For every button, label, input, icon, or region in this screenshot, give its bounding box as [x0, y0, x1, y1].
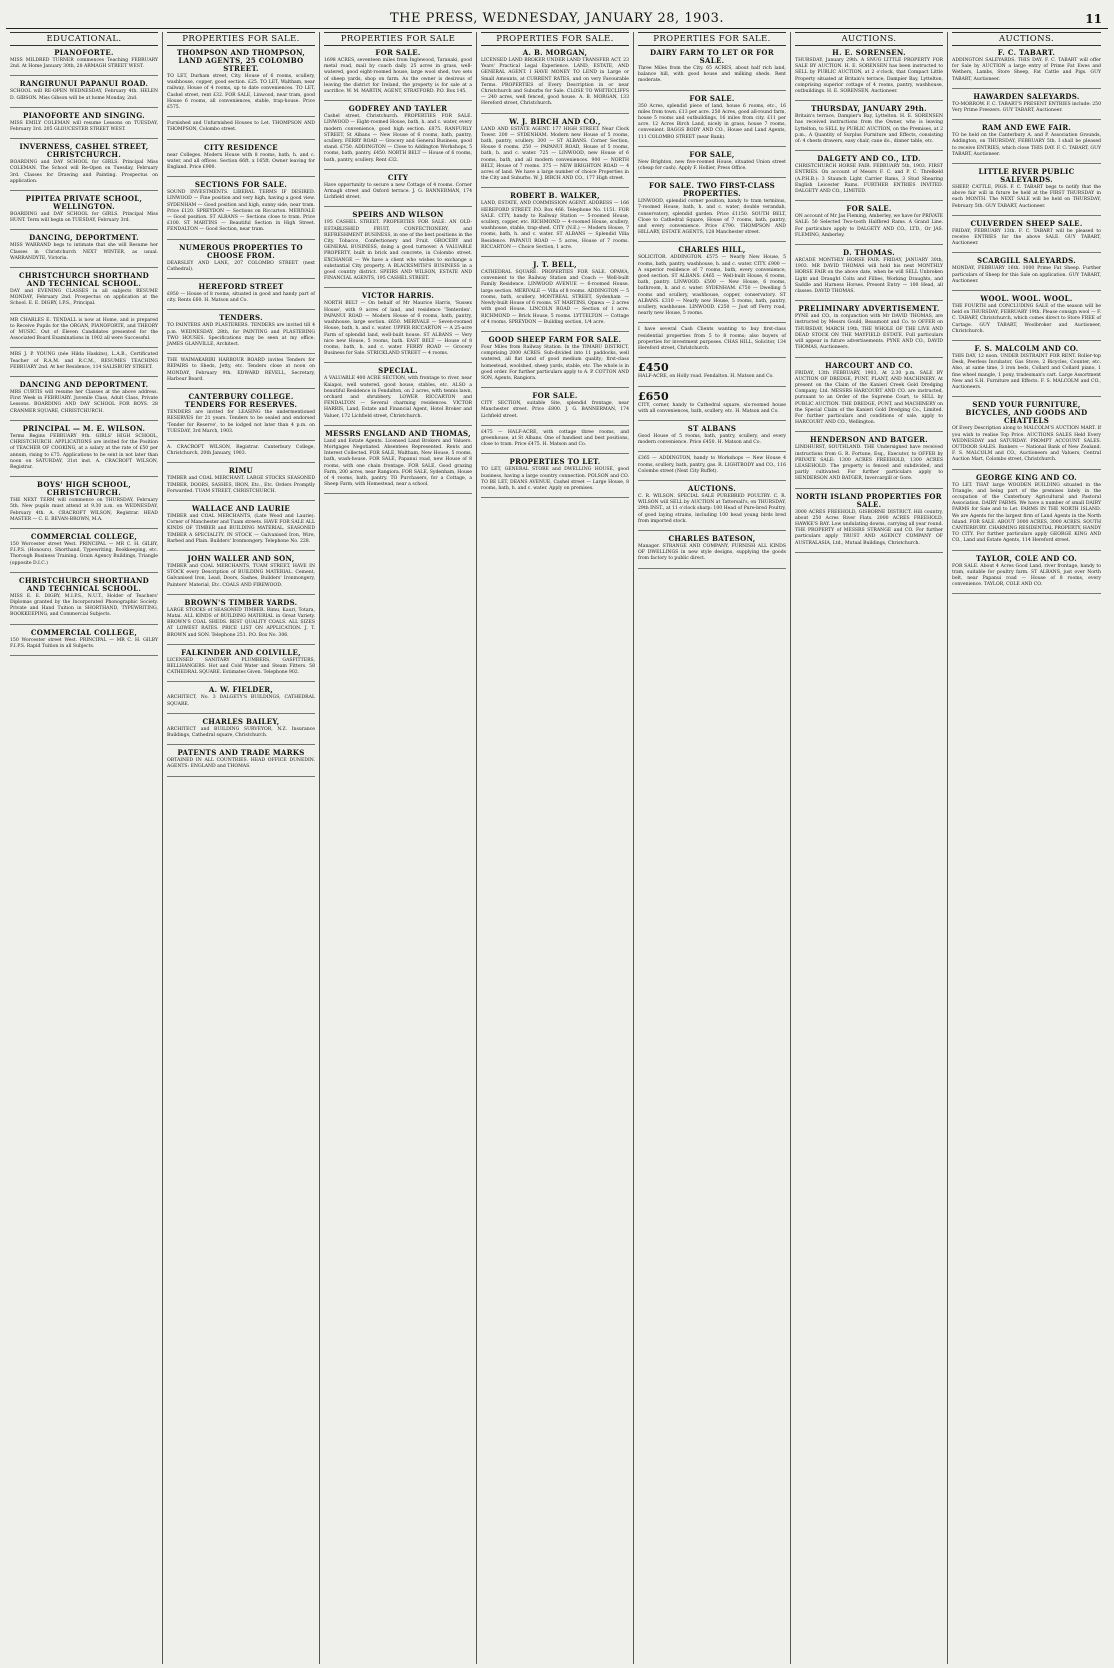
ad-text: ARCHITECT and BUILDING SURVEYOR, N.Z. Insurance Buildings, Cathedral square, Christchurch.: [167, 726, 315, 738]
advertisement: [952, 295, 1101, 341]
ad-text: TENDERS are invited for LEASING the undermentioned RESERVES for 21 years. Tenders to be sealed and endorsed 'Tender for Reserve', to be lodged not later than 4 p.m. on TUESDAY, 3rd March, 1903.: [167, 410, 315, 434]
advertisement: [952, 555, 1101, 595]
ad-heading: CHRISTCHURCH SHORTHAND AND TECHNICAL SCHOOL.: [18, 271, 150, 289]
ad-text: LICENSED LAND BROKER UNDER LAND TRANSFER ACT. 23 Years' Practical Legal Experience. LAND, ESTATE, AND GENERAL AGENT. I HAVE MONEY TO LEND in Large or Small Amounts, at CURRENT RATES, and on very Favourable Terms. PROPERTIES of Every Description in or near Christchurch and Suburbs for Sale. CLOSE TO WHITECLIFFS — 240 acres, well fenced, good house. A. B. MORGAN, 133 Hereford street, Christchurch.: [481, 58, 629, 107]
advertisement: [952, 49, 1101, 89]
column-heading: EDUCATIONAL.: [10, 32, 158, 46]
ad-heading: W. J. BIRCH AND CO.,: [509, 116, 601, 126]
ad-text: Good House of 5 rooms, bath, pantry, scullery, and every modern convenience. Price £450. H. Matson and Co.: [638, 433, 786, 446]
ad-heading: PRINCIPAL — M. E. WILSON.: [22, 423, 146, 433]
advertisement: [952, 474, 1101, 551]
advertisement: [10, 533, 158, 573]
ad-heading: DANCING AND DEPORTMENT.: [19, 380, 149, 390]
ad-heading: NORTH ISLAND PROPERTIES FOR SALE.: [796, 491, 942, 509]
advertisement: [167, 505, 315, 551]
advertisement: [167, 718, 315, 745]
advertisement: [167, 445, 315, 463]
column-6: [791, 32, 948, 1664]
ad-heading: WOOL. WOOL. WOOL.: [980, 294, 1073, 304]
advertisement: [481, 392, 629, 426]
ad-heading: HEREFORD STREET: [198, 282, 284, 292]
ad-heading: H. E. SORENSEN.: [832, 48, 906, 57]
ad-heading: PATENTS AND TRADE MARKS: [177, 748, 305, 758]
ad-text: THE FOURTH and CONCLUDING SALE of the season will be held on THURSDAY, FEBRUARY 19th. Please consign wool — F. C. TABART, Christchurch, which comes direct to Store FREE of Cartage. GUY TABART, Woolbroker and Auctioneer, Christchurch.: [952, 304, 1101, 334]
ad-text: SOLICITOR. ADDINGTON. £575 — Nearly New House, 5 rooms, bath, pantry, washhouse, h. and c. water. CITY. £900 — A superior residence of 7 rooms, bath, every convenience, good section. ST ALBANS. £465 — Well-built House, 6 rooms, bath, pantry. LINWOOD. £500 — New House, 6 rooms, bathroom, h. and c. water. SYDENHAM. £750 — Dwelling 5 rooms and scullery, washhouse, copper, conservatory. ST ALBANS. £310 — Nearly new House, 5 rooms, bath, pantry, scullery, washhouse. LINWOOD. £250 — Just off Ferry road, nearly new House, 5 rooms.: [638, 255, 786, 317]
ad-heading: THOMPSON AND THOMPSON, LAND AGENTS, 25 COLOMBO STREET.: [176, 48, 306, 73]
advertisement: [324, 430, 472, 495]
advertisement: [10, 629, 158, 656]
ad-text: Have opportunity to secure a new Cottage of 4 rooms. Corner Armagh street and Oxford terrace. J. G. BANNERMAN, 174 Lichfield street.: [324, 182, 472, 201]
ad-heading: CHRISTCHURCH SHORTHAND AND TECHNICAL SCHOOL.: [18, 575, 150, 593]
advertisement: [952, 168, 1101, 216]
ad-text: £950 — House of 8 rooms, situated in good and handy part of city. Rents £60. H. Matson and Co.: [167, 292, 315, 304]
ad-heading: COMMERCIAL COLLEGE,: [30, 627, 138, 637]
ad-text: TIMBER and COAL MERCHANTS, TUAM STREET, HAVE IN STOCK every Description of BUILDING MATERIAL. Cement, Galvanised Iron, Lead, Doors, Sashes, Builders' Ironmongery, Painters' Material, Etc. COALS AND FIREWOOD.: [167, 563, 315, 588]
ad-heading: £450: [638, 361, 669, 375]
ad-heading: GOOD SHEEP FARM FOR SALE.: [488, 334, 622, 344]
column-body: [952, 49, 1101, 594]
ad-text: C. R. WILSON. SPECIAL SALE PUREBRED POULTRY. C. R. WILSON will SELL by AUCTION at Tattersall's, on THURSDAY, 29th INST., at 11 o'clock sharp: 100 Head of Pure-bred Poultry, of good laying strains, including 100 head young birds bred from imported stock.: [638, 493, 786, 524]
ad-text: BOARDING and DAY SCHOOL for GIRLS. Principal Miss COLEMAN. The School will Re-Open on Tuesday, February 3rd. Classes for Drawing and Painting. Prospectus on application.: [10, 160, 158, 184]
advertisement: [638, 327, 786, 358]
ad-text: THE WAIMAKARIRI HARBOUR BOARD invites Tenders for REPAIRS to Sheds, Jetty, etc. Tenders close at noon on MONDAY, February 9th. EDWARD REVELL, Secretary, Harbour Board.: [167, 358, 315, 382]
advertisement: [481, 430, 629, 455]
ad-text: Britain's terrace, Dampier's Bay, Lyttelton. H. E. SORENSEN has received instructions from the Owner, who is leaving Lyttelton, to SELL by PUBLIC AUCTION, on the Premises, at 2 p.m., A Quantity of Surplus Furniture and Effects, consisting of: 4 chests drawers, easy chair, cane do., dinner table, etc.: [795, 114, 943, 145]
ad-text: CATHEDRAL SQUARE. PROPERTIES FOR SALE. OPAWA, convenient to the Railway Station and Coach — Well-built Family Residence. LINWOOD AVENUE — 6-roomed House, large section. MERIVALE — Villa of 8 rooms. ADDINGTON — 5 rooms, bath, scullery. MONTREAL STREET, Sydenham — Newly-built House of 6 rooms. ST MARTINS, Opawa — 2 acres with good House. LINCOLN ROAD — Section of 1 acre. RICHMOND — Brick House, 5 rooms. LYTTELTON — Cottage of 4 rooms. SPREYDON — Building section, 1/4 acre.: [481, 270, 629, 325]
ad-heading: DALGETY AND CO., LTD.: [817, 154, 921, 164]
advertisement: [638, 95, 786, 147]
advertisement: [638, 151, 786, 178]
ad-text: Cashel street, Christchurch. PROPERTIES FOR SALE. LINWOOD — Eight-roomed House, bath, h. and c. water, every modern convenience, good high section. £875. RANFURLY STREET, St Albans — New House of 6 rooms, bath, pantry, scullery. FERRY ROAD — Grocery and General Business, good stand. £750. ADDINGTON — Close to Addington Workshops, 5 rooms, bath, pantry. £450. NORTH BELT — House of 6 rooms, bath, pantry, scullery. Rent £32.: [324, 114, 472, 163]
ad-text: 1698 ACRES, seventeen miles from Inglewood, Taranaki, good metal road, mail by coach daily. 25 acres in grass, well-watered, good eight-roomed house, large wool shed, two sets of sheep yards, shop on farm. As the owner is desirous of leaving the district for Ireland, the property is for sale at a sacrifice. W. M. MARTIN, AGENT, STRATFORD. P.O. Box 145.: [324, 58, 472, 95]
column-7: [948, 32, 1105, 1664]
ad-text: LINDHURST, SOUTHLAND. THE Undersigned have received instructions from G. R. Fortune, Esq., Executor, to OFFER by PRIVATE SALE: 1300 ACRES FREEHOLD, 1300 ACRES LEASEHOLD. The property is fenced and subdivided, and partly cultivated. For further particulars apply to HENDERSON AND BATGER, Invercargill or Gore.: [795, 445, 943, 482]
ad-heading: HARCOURT AND CO.: [825, 360, 913, 370]
ad-text: 195 CASHEL STREET. PROPERTIES FOR SALE. AN OLD-ESTABLISHED FRUIT, CONFECTIONERY, and REFRESHMENT BUSINESS, in one of the best positions in the City. Tobacco, Confectionery and Fruit. GROCERY and GENERAL BUSINESS, doing a good turnover. A VALUABLE PROPERTY, built in brick and concrete, in Colombo street. EXCHANGE — We have a client who wishes to exchange a substantial City property. A BLACKSMITH'S BUSINESS in a good country district. SPEIRS AND WILSON, ESTATE AND FINANCIAL AGENTS, 195 CASHEL STREET.: [324, 220, 472, 282]
ad-text: TO LET. THAT large WOODEN BUILDING situated in the Triangle, and being part of the premises lately in the occupation of the Canterbury Agricultural and Pastoral Association. DAIRY FARMS. We have a number of small DAIRY FARMS for Sale and to Let. FARMS IN THE NORTH ISLAND. We are Agents for the largest firm of Land Agents in the North Island. FOR SALE. ABOUT 3000 ACRES, 3000 ACRES. SOUTH CANTERBURY. CHARMING RESIDENTIAL PROPERTY, HANDY TO CITY. For further particulars apply GEORGE KING AND CO., Land and Estate Agents, 114 Hereford street.: [952, 482, 1101, 544]
advertisement: [10, 143, 158, 191]
ad-text: 350 Acres, splendid piece of land, house 6 rooms, etc., 16 miles from town. £13 per acre. 250 Acres, good all-round farm, house 5 rooms and outbuildings, 16 miles from city. £11 per acre. 12 Acres Birch Land, nicely in grass, house 7 rooms, convenient. BAGGS BODY AND CO., House and Land Agents, 111 COLOMBO STREET (near Bank).: [638, 103, 786, 140]
ad-text: Of Every Description along to MALCOLM'S AUCTION MART. If you wish to realise Top Price. AUCTIONS SALES Held Every WEDNESDAY and SATURDAY. PROMPT ACCOUNT SALES. OUTDOOR SALES. Bankers — National Bank of New Zealand. F. S. MALCOLM and CO., Auctioneers and Valuers, Central Auction Mart, Colombo street, Christchurch.: [952, 426, 1101, 463]
advertisement: [795, 305, 943, 357]
ad-heading: FOR SALE.: [846, 204, 892, 214]
masthead-title: THE PRESS, WEDNESDAY, JANUARY 28, 1903.: [389, 11, 725, 26]
ad-heading: HENDERSON AND BATGER.: [810, 435, 928, 445]
advertisement: [167, 144, 315, 178]
ad-heading: DAIRY FARM TO LET OR FOR SALE.: [650, 48, 774, 65]
advertisement: [638, 425, 786, 452]
ad-text: FRIDAY, 13th FEBRUARY, 1903, At 2.30 p.m. SALE BY AUCTION OF DREDGE, PUNT, PLANT, AND MACHINERY. At present on the Claim of the Kanieri Creek Gold Dredging Company, Ltd. MESSRS HARCOURT AND CO. are instructed, pursuant to an Order of the Supreme Court, to SELL by PUBLIC AUCTION. THE DREDGE, PUNT, and MACHINERY on the Special Claim of the Kanieri Gold Dredging Co., Limited. For further particulars and conditions of sale, apply to HARCOURT AND CO., Wellington.: [795, 370, 943, 426]
ad-heading: GODFREY AND TAYLER: [348, 104, 448, 114]
ad-heading: DANCING, DEPORTMENT.: [29, 233, 139, 243]
ad-text: MISS EMILY COLEMAN will resume Lessons on TUESDAY, February 3rd. 205 GLOUCESTER STREET WEST.: [10, 120, 158, 133]
ad-text: THIS DAY, 12 noon. UNDER DISTRAINT FOR RENT. Roller-top Desk, Peerless Incubator, Gas Stove, 2 Bicycles, Counter, etc. Also, at same time, 3 iron beds, Collard and Collard piano, 1 fine wheel mangle, 1 pony, tradesman's cart. Large Assortment New and S.H. Furniture and Effects. F. S. MALCOLM and CO., Auctioneers.: [952, 354, 1101, 391]
ad-heading: CULVERDEN SHEEP SALE.: [970, 218, 1083, 228]
advertisement: [638, 362, 786, 386]
advertisement: [324, 367, 472, 425]
advertisement: [952, 93, 1101, 120]
page-number: 11: [1085, 12, 1102, 26]
advertisement: [10, 352, 158, 377]
advertisement: [795, 493, 943, 553]
advertisement: [324, 105, 472, 170]
advertisement: [481, 261, 629, 332]
ad-heading: PROPERTIES TO LET.: [509, 457, 601, 467]
ad-text: New Brighton, new five-roomed House, situated Union street (cheap for cash). Apply F. Hollier, Press Office.: [638, 159, 786, 172]
ad-heading: RIMU: [228, 466, 254, 476]
advertisement: [795, 249, 943, 301]
ad-text: FRIDAY, FEBRUARY 13th. F. C. TABART will be pleased to receive ENTRIES for the above SALE. GUY TABART, Auctioneer.: [952, 228, 1101, 247]
ad-heading: AUCTIONS.: [687, 483, 737, 493]
ad-heading: £650: [638, 389, 669, 403]
ad-heading: SPEIRS AND WILSON: [352, 210, 444, 220]
ad-text: LINWOOD, splendid corner position, handy to tram terminus, 7-roomed House, bath, h. and c. water, double verandah, conservatory, splendid garden. Price £1150. SOUTH BELT, Close to Cathedral Square, House of 7 rooms, bath, pantry, and every convenience. Price £790. THOMPSON AND HILLARY, ESTATE AGENTS, 128 Manchester street.: [638, 199, 786, 236]
ad-heading: CHARLES BAILEY,: [202, 716, 280, 726]
column-4: [477, 32, 634, 1664]
advertisement: [638, 456, 786, 481]
advertisement: [167, 181, 315, 239]
ad-heading: SCARGILL SALEYARDS.: [977, 256, 1076, 266]
advertisement: [638, 391, 786, 421]
ad-text: TO-MORROW. F. C. TABART'S PRESENT ENTRIES include: 250 Very Prime Freezers. GUY TABART, Auctioneer.: [952, 101, 1101, 114]
ad-text: DAY and EVENING CLASSES in all subjects RESUME MONDAY, February 2nd. Prospectus on application at the School. E. E. DIGBY, I.P.S., Principal.: [10, 289, 158, 307]
ad-text: THE NEXT TERM will commence on THURSDAY, February 5th. New pupils must attend at 9.30 a.m. on WEDNESDAY, February 4th. A. CRACROFT WILSON, Registrar. HEAD MASTER — C. E. BEVAN-BROWN, M.A.: [10, 498, 158, 522]
ad-text: TO LET, GENERAL STORE and DWELLING HOUSE, good business, having a large country connection. POLSON and CO. TO BE LET, DEANS AVENUE, Cashel street — Large House, 8 rooms, bath, h. and c. water. Apply on premises.: [481, 467, 629, 491]
ad-heading: D. THOMAS.: [842, 248, 896, 258]
advertisement: [167, 283, 315, 310]
ad-heading: JOHN WALLER AND SON,: [187, 553, 295, 563]
advertisement: [638, 485, 786, 531]
advertisement: [10, 318, 158, 349]
advertisement: [795, 362, 943, 433]
ad-heading: J. T. BELL,: [533, 260, 577, 270]
ad-text: CHRISTCHURCH HORSE FAIR. FEBRUARY 5th, 1903. FIRST ENTRIES. On account of Messrs F. C. and P. C. Threlkeld (A.P.H.B.): 3 Staunch Light Carrier Rams, 3 Stud Shearing English Leicester Rams. FURTHER ENTRIES INVITED. DALGETY AND CO., LIMITED.: [795, 164, 943, 195]
advertisement: [10, 425, 158, 477]
ad-text: £365 — ADDINGTON, handy to Workshops — New House 4 rooms, scullery, bath, pantry, gas. R. LIGHTBODY and CO., 116 Colombo street (Next City Buffet).: [638, 456, 786, 474]
ad-heading: SPECIAL.: [378, 366, 418, 376]
ad-text: SHEEP, CATTLE, PIGS. F. C. TABART begs to notify that the above fair will in future be held at the FIRST THURSDAY in each MONTH. The NEXT SALE will be held on THURSDAY, February 5th. GUY TABART, Auctioneer.: [952, 185, 1101, 209]
ad-text: LICENSED SANITARY PLUMBERS, GASFITTERS, BELLHANGERS. Hot and Cold Water and Steam Fitters. 58 CATHEDRAL SQUARE. Estimates Given. Telephone 902.: [167, 657, 315, 676]
ad-heading: FOR SALE.: [532, 391, 578, 401]
ad-heading: CITY RESIDENCE: [204, 142, 278, 152]
advertisement: [638, 49, 786, 91]
advertisement: [952, 220, 1101, 254]
advertisement: [638, 246, 786, 323]
ad-text: DEARSLEY AND LANE, 207 COLOMBO STREET (next Cathedral).: [167, 260, 315, 272]
ad-heading: BOYS' HIGH SCHOOL, CHRISTCHURCH.: [37, 480, 131, 498]
ad-text: I have several Cash Clients wanting to buy first-class residential properties from 5 to 8 rooms; also buyers of properties for investment purposes. CHAS HILL, Solicitor, 134 Hereford street, Christchurch.: [638, 327, 786, 352]
ad-heading: GEORGE KING AND CO.: [976, 472, 1077, 482]
advertisement: [10, 577, 158, 625]
column-3: [320, 32, 477, 1664]
ad-text: TIMBER and COAL MERCHANTS, (Late Wood and Laurie). Corner of Manchester and Tuam streets. HAVE FOR SALE ALL KINDS OF TIMBER and BUILDING MATERIAL. SEASONED TIMBER A SPECIALITY. IN STOCK — Galvanised Iron, Wire, Barbed and Plain. Builders' Ironmongery. Telephone No. 228.: [167, 513, 315, 544]
advertisement: [795, 49, 943, 101]
ad-heading: ST ALBANS: [687, 423, 737, 433]
advertisement: [481, 336, 629, 388]
advertisement: [638, 182, 786, 242]
column-heading: PROPERTIES FOR SALE.: [638, 32, 786, 46]
ad-text: ARCHITECT, No. 3 DALGETY'S BUILDINGS, CATHEDRAL SQUARE.: [167, 695, 315, 707]
ad-text: 150 Worcester street West. PRINCIPAL — MR C. H. GILBY F.I.P.S. Rapid Tuition in all Subjects.: [10, 637, 158, 649]
ad-text: HALF-ACRE, on Holly road. Fendalton. H. Matson and Co.: [638, 374, 774, 380]
advertisement: [167, 749, 315, 776]
advertisement: [10, 234, 158, 268]
ad-text: near Colleges. Modern House with 8 rooms, bath, h. and c. water, and all offices. Section 66ft. x 165ft. Owner leaving for England. Price £900.: [167, 152, 315, 171]
ad-text: TO be held on the Canterbury A. and P. Association Grounds, Addington, on THURSDAY, FEBRUARY 5th. I shall be pleased to receive ENTRIES, which close THIS DAY. F. C. TABART, GUY TABART, Auctioneer.: [952, 133, 1101, 157]
ad-heading: A. B. MORGAN,: [522, 48, 588, 57]
ad-text: TO PAINTERS AND PLASTERERS. TENDERS are invited till 4 p.m. WEDNESDAY, 28th, for PAINTING and PLASTERING TWO HOUSES. Specifications may be seen at my office. JAMES GLANVILLE, Architect.: [167, 323, 315, 348]
ad-heading: PRELIMINARY ADVERTISEMENT.: [798, 304, 940, 314]
ad-heading: CHARLES HILL,: [678, 245, 746, 255]
column-1: [6, 32, 163, 1664]
ad-text: MRS CURTIS will resume her Classes at the above address. First Week in FEBRUARY. Juvenile Class, Adult Class, Private Lessons. BOARDING AND DAY SCHOOL FOR BOYS. 28 CRANMER SQUARE, CHRISTCHURCH.: [10, 390, 158, 414]
ad-text: MISS WARRAND begs to intimate that she will Resume her Classes in Christchurch NEXT WINTER, as usual. WARRANDYTE, Victoria.: [10, 243, 158, 261]
ad-heading: BROWN'S TIMBER YARDS.: [184, 597, 298, 607]
column-heading: PROPERTIES FOR SALE.: [167, 32, 315, 46]
ad-text: SCHOOL will RE-OPEN WEDNESDAY, February 4th. HELEN D. GIBSON. Miss Gibson will be at home Monday, 2nd.: [10, 89, 158, 101]
advertisement: [10, 381, 158, 421]
advertisement: [795, 436, 943, 488]
ad-heading: FOR SALE.: [689, 93, 735, 103]
advertisement: [167, 555, 315, 595]
column-body: [481, 49, 629, 498]
ad-text: LAND, ESTATE, AND COMMISSION AGENT. ADDRESS — 166 HEREFORD STREET. P.O. Box 466. Telephone No. 1151. FOR SALE. CITY, handy to Railway Station — 5-roomed House, scullery, copper, etc. RICHMOND — 4-roomed House, scullery, washhouse, stable, trap-shed. CITY (N.E.) — Modern House, 7 rooms, bath, h. and c. water. ST ALBANS — Splendid Villa Residence. PAPANUI ROAD — 5 acres, House of 7 rooms. RICCARTON — Choice Section, 1 acre.: [481, 201, 629, 250]
masthead: [6, 4, 1108, 29]
ad-text: CITY, corner, handy to Cathedral square, six-roomed house with all conveniences, bath, scullery, etc. H. Matson and Co.: [638, 402, 786, 414]
column-heading: PROPERTIES FOR SALE.: [481, 32, 629, 46]
advertisement: [167, 686, 315, 713]
column-heading: AUCTIONS.: [952, 32, 1101, 46]
ad-text: MONDAY, FEBRUARY 16th. 1000 Prime Fat Sheep. Further particulars of Sheep for this Sale on application. GUY TABART, Auctioneer.: [952, 266, 1101, 284]
ad-heading: FALKINDER AND COLVILLE,: [181, 647, 301, 657]
ad-heading: COMMERCIAL COLLEGE,: [30, 531, 138, 541]
ad-heading: CANTERBURY COLLEGE. TENDERS FOR RESERVES.: [184, 392, 298, 410]
ad-heading: THURSDAY, JANUARY 29th.: [811, 104, 927, 114]
ad-heading: CHARLES BATESON,: [668, 533, 756, 543]
ad-text: 150 Worcester street West. PRINCIPAL — MR C. H. GILBY, F.I.P.S. (Honours). Shorthand, Typewriting, Bookkeeping, etc. Thorough Business Training. Grain Agency Buildings, Triangle (opposite D.I.C.): [10, 541, 158, 566]
ad-heading: FOR SALE. TWO FIRST-CLASS PROPERTIES.: [649, 181, 775, 199]
advertisement: [795, 205, 943, 245]
ad-text: Manager. STRANGE AND COMPANY, FURNISH ALL KINDS OF DWELLINGS in new style designs, supplying the goods from factory to public direct.: [638, 543, 786, 562]
ad-text: SOUND INVESTMENTS. LIBERAL TERMS IF DESIRED. LINWOOD — Fine position and very high, having a good view. SYDENHAM — Good position and high, sunny side, near tram. Price £120. SPREYDON — Sections on Riccarton. MERIVALE — Good position. ST ALBANS — Sections close to tram. Price £100. ST MARTINS — Beautiful Section in High Street. FENDALTON — Good Section, near tram.: [167, 190, 315, 233]
advertisement: [481, 458, 629, 498]
ad-text: A VALUABLE 400 ACRE SECTION, with frontage to river, near Kaiapoi, well watered, good house, stables, etc. ALSO a beautiful Residence in Fendalton, on 2 acres, with tennis lawn, orchard and shrubbery. LOWER RICCARTON and FENDALTON — Several charming residences. VICTOR HARRIS, Land, Estate and Financial Agent, Hotel Broker and Valuer, 172 Lichfield street, Christchurch.: [324, 376, 472, 419]
ad-heading: SECTIONS FOR SALE.: [194, 180, 288, 190]
advertisement: [952, 257, 1101, 291]
advertisement: [795, 105, 943, 151]
column-body: [167, 49, 315, 777]
ad-heading: TENDERS.: [219, 313, 263, 323]
ad-text: MRS J. P. YOUNG (née Hilda Haskins), L.A.B., Certificated Teacher of R.A.M. and R.C.M., RESUMES TEACHING FEBRUARY 2nd. At her Residence, 114 SALISBURY STREET.: [10, 352, 158, 370]
advertisement: [167, 393, 315, 441]
advertisement: [481, 49, 629, 114]
ad-heading: F. S. MALCOLM AND CO.: [974, 344, 1079, 354]
ad-text: BOARDING and DAY SCHOOL for GIRLS. Principal Miss HUNT. Term will begin on TUESDAY, February 3rd.: [10, 212, 158, 224]
ad-text: THURSDAY, January 29th. A SNUG LITTLE PROPERTY FOR SALE BY AUCTION. H. E. SORENSEN has been instructed to SELL by PUBLIC AUCTION, at 2 o'clock, that Compact Little Property situated at Britain's terrace, Dampier Bay, Lyttelton, comprising superior cottage of 4 rooms, pantry, washhouse, outbuildings. H. E. SORENSEN, Auctioneer.: [795, 58, 943, 95]
ad-text: TIMBER and COAL MERCHANT. LARGE STOCKS SEASONED TIMBER, DOORS, SASHES, IRON, Etc., Etc. Orders Promptly Forwarded. TUAM STREET, CHRISTCHURCH.: [167, 476, 315, 494]
advertisement: [952, 401, 1101, 469]
ad-heading: RANGIRUNUI PAPANUI ROAD.: [19, 79, 149, 89]
ad-heading: MESSRS ENGLAND AND THOMAS,: [325, 428, 471, 438]
ad-heading: PIANOFORTE AND SINGING.: [23, 110, 145, 120]
column-body: [638, 49, 786, 569]
ad-text: LARGE STOCKS of SEASONED TIMBER. Rimu, Kauri, Totara, Matai. ALL KINDS of BUILDING MATERIAL in Great Variety. BROWN'S COAL SHEDS. BEST QUALITY COALS. ALL SIZES AT LOWEST RATES. PRICE LIST ON APPLICATION. J. T. BROWN and SON. Telephone 251. P.O. Box No. 306.: [167, 607, 315, 638]
ad-heading: PIANOFORTE.: [54, 48, 114, 57]
column-2: [163, 32, 320, 1664]
advertisement: [10, 112, 158, 139]
advertisement: [10, 272, 158, 314]
advertisement: [10, 49, 158, 76]
ad-text: OBTAINED IN ALL COUNTRIES. HEAD OFFICE DUNEDIN. AGENTS: ENGLAND and THOMAS.: [167, 758, 315, 770]
columns-container: [6, 32, 1108, 1664]
ad-text: A. CRACROFT WILSON, Registrar. Canterbury College, Christchurch, 20th January, 1903.: [167, 444, 315, 457]
advertisement: [167, 244, 315, 279]
ad-text: ON account of Mr Jas Fleming, Amberley, we have for PRIVATE SALE: 50 Selected Two-tooth Halfbred Rams. A Grand Line. For particulars apply to DALGETY AND CO., LTD., Or JAS. FLEMING, Amberley.: [795, 214, 944, 238]
advertisement: [167, 649, 315, 683]
column-body: [324, 49, 472, 494]
ad-heading: PIPITEA PRIVATE SCHOOL, WELLINGTON.: [25, 194, 143, 212]
advertisement: [481, 192, 629, 257]
ad-heading: LITTLE RIVER PUBLIC SALEYARDS.: [978, 167, 1075, 185]
ad-heading: HAWARDEN SALEYARDS.: [973, 91, 1080, 101]
ad-text: CITY SECTION, suitable Site, splendid frontage, near Manchester street. Price £800. J. G. BANNERMAN, 174 Lichfield street.: [481, 401, 629, 419]
ad-text: Terms Begins FEBRUARY 9th. GIRLS' HIGH SCHOOL, CHRISTCHURCH. APPLICATIONS are invited for the Position of TEACHER OF COOKING, at a salary at the rate of £50 per annum, rising to £75. Applications to be sent in not later than noon on SATURDAY, 31st inst. A. CRACROFT WILSON, Registrar.: [10, 433, 158, 470]
ad-text: FOR SALE. About 4 Acres Good Land, river frontage, handy to tram, suitable for poultry farm. ST ALBANS, just over North belt, near Papanui road — House of 8 rooms, every convenience. TAYLOR, COLE AND CO.: [952, 563, 1101, 588]
ad-heading: WALLACE AND LAURIE: [191, 503, 291, 513]
advertisement: [952, 124, 1101, 164]
advertisement: [10, 195, 158, 230]
ad-text: MISS E. E. DIGBY, M.I.P.S., N.U.T., Holder of Teachers' Diplomas granted by the Incorporated Phonographic Society. Private and Hand Tuition in SHORTHAND, TYPEWRITING, BOOKKEEPING, and Commercial Subjects.: [10, 593, 158, 618]
ad-text: Land and Estate Agents. Licensed Land Brokers and Valuers. Mortgages Negotiated. Absentees Represented. Rents and Interest Collected. FOR SALE, Waltham, New House, 5 rooms, bath, wash-house. FOR SALE, Papanui road, new House of 8 rooms, with one chain frontage. FOR SALE, Good grazing Farm, 200 acres, near Rangiora. FOR SALE, Sydenham, House of 4 rooms, bath, pantry. TO Purchasers, for a Cottage, a Sheep Farm, with Homestead, near a school.: [324, 438, 472, 488]
ad-text: Three Miles from the City. 65 ACRES, about half rich land, balance hill, with good house and milking sheds. Rent moderate.: [638, 66, 786, 84]
ad-text: Four Miles from Railway Station. In the TIMARU DISTRICT, comprising 2000 ACRES. Sub-divided into 11 paddocks, well watered, all flat land of good medium quality; first-class homestead, woolshed, sheep yards, stable, etc. The whole is in good order. For further particulars apply to A. P. COTTON AND SON, Agents, Rangiora.: [481, 344, 629, 381]
ad-heading: FOR SALE.: [375, 48, 421, 57]
ad-text: ADDINGTON SALEYARDS. THIS DAY. F. C. TABART will offer for Sale by AUCTION a large entry of Prime Fat Ewes and Wethers, Lambs, Store Sheep, Fat Cattle and Pigs. GUY TABART, Auctioneer.: [952, 58, 1101, 82]
ad-text: ARCADE MONTHLY HORSE FAIR. FRIDAY, JANUARY 30th, 1903. MR DAVID THOMAS will hold his next MONTHLY HORSE FAIR on the above date, when he will SELL Unbroken Light and Draught Colts and Fillies, Working Draughts, and Saddle and Harness Horses. Present Entry — 100 Head, all classes. DAVID THOMAS.: [795, 258, 943, 295]
advertisement: [167, 467, 315, 501]
ad-text: TO LET, Durham street, City. House of 6 rooms, scullery, washhouse, copper, good section. £25. TO LET, Waltham, near railway, House of 4 rooms, up to date conveniences. TO LET, Cashel street, rent £32. FOR SALE, Linwood, near tram, good House 6 rooms, all conveniences, stable, trap-house. Price £575.: [167, 74, 315, 111]
ad-heading: VICTOR HARRIS.: [361, 291, 435, 301]
advertisement: [324, 211, 472, 288]
advertisement: [952, 345, 1101, 397]
ad-text: MISS MILDRED TURNER commences Teaching FEBRUARY 2nd. At Home January 30th, 28 ARMAGH STREET WEST.: [10, 58, 158, 70]
column-5: [634, 32, 791, 1664]
ad-heading: CITY: [387, 172, 409, 182]
ad-heading: TAYLOR, COLE AND CO.: [975, 553, 1077, 563]
column-body: [795, 49, 943, 553]
advertisement: [167, 121, 315, 139]
ad-heading: FOR SALE,: [689, 149, 735, 159]
advertisement: [167, 314, 315, 354]
advertisement: [481, 118, 629, 189]
ad-text: PYNE and CO., in conjunction with Mr DAVID THOMAS, are instructed by Messrs Gould, Beaumont and Co. to OFFER on THURSDAY, MARCH 19th, THE WHOLE OF THE LIVE AND DEAD STOCK ON THE MAYFIELD ESTATE. Full particulars will appear in future advertisements. PYNE AND CO., DAVID THOMAS, Auctioneers.: [795, 314, 943, 351]
ad-text: £475 — HALF-ACRE, with cottage three rooms, and greenhouse, at St Albans. One of handiest and best positions, close to tram. Price £475. H. Matson and Co.: [481, 429, 629, 448]
ad-text: 3000 ACRES FREEHOLD, GISBORNE DISTRICT. Hill country, about 250 Acres River Flats. 2000 ACRES FREEHOLD, HAWKE'S BAY. Low undulating downs, carrying all year round. THE PROPERTY of MESSRS STRANGE and CO. For further particulars apply TRUST AND AGENCY COMPANY OF AUSTRALASIA, Ltd., Mutual Buildings, Christchurch.: [795, 509, 943, 546]
advertisement: [167, 358, 315, 389]
column-body: [10, 49, 158, 656]
advertisement: [324, 49, 472, 101]
ad-heading: NUMEROUS PROPERTIES TO CHOOSE FROM.: [179, 242, 303, 260]
advertisement: [167, 599, 315, 645]
ad-heading: INVERNESS, CASHEL STREET, CHRISTCHURCH.: [19, 142, 149, 160]
column-heading: AUCTIONS.: [795, 32, 943, 46]
advertisement: [795, 155, 943, 201]
ad-heading: A. W. FIELDER,: [208, 685, 274, 695]
ad-text: NORTH BELT — On behalf of Mr Maurice Harris, 'Sussex House', with 9 acres of land, and residence 'Tenterden'. PAPANUI ROAD — Modern House of 6 rooms, bath, pantry, washhouse, large section. £650. MERIVALE — Seven-roomed House, bath, h. and c. water. UPPER RICCARTON — A 25-acre Farm of splendid land, well-built house. ST ALBANS — Very nice new House, 5 rooms, bath. EAST BELT — House of 8 rooms, bath, h. and c. water. FERRY ROAD — Grocery Business for Sale. STRICKLAND STREET — 4 rooms.: [324, 301, 472, 357]
advertisement: [324, 174, 472, 208]
ad-heading: F. C. TABART.: [997, 48, 1056, 57]
column-heading: PROPERTIES FOR SALE: [324, 32, 472, 46]
ad-heading: SEND YOUR FURNITURE, BICYCLES, AND GOODS AND CHATTELS: [965, 400, 1088, 426]
ad-text: LAND AND ESTATE AGENT. 177 HIGH STREET. Near Clock Tower. 200 — SYDENHAM. Modern new House of 5 rooms, bath, pantry, scullery. 300 — ST ALBANS. Corner Section, House 6 rooms. 250 — PAPANUI ROAD, House of 5 rooms, bath, h. and c. water. 725 — LINWOOD, new House of 6 rooms, bath, and all modern conveniences. 900 — NORTH BELT, House of 7 rooms. 375 — NEW BRIGHTON ROAD — 4 acres of land. We have a large number of choice Properties in the City and Suburbs. W. J. BIRCH AND CO., 177 High street.: [481, 126, 629, 182]
advertisement: [10, 80, 158, 107]
advertisement: [638, 535, 786, 569]
ad-heading: RAM AND EWE FAIR.: [981, 123, 1072, 133]
ad-text: MR CHARLES E. TENDALL is now at Home, and is prepared to Receive Pupils for the ORGAN, PIANOFORTE, and THEORY of MUSIC. Out of Eleven Candidates presented for the Associated Board Examinations in 1902 all were Successful.: [10, 317, 158, 342]
advertisement: [324, 292, 472, 363]
ad-heading: ROBERT B. WALKER,: [510, 191, 600, 201]
ad-text: Furnished and Unfurnished Houses to Let. THOMPSON AND THOMPSON, Colombo street.: [167, 121, 315, 133]
advertisement: [10, 481, 158, 529]
advertisement: [167, 49, 315, 117]
